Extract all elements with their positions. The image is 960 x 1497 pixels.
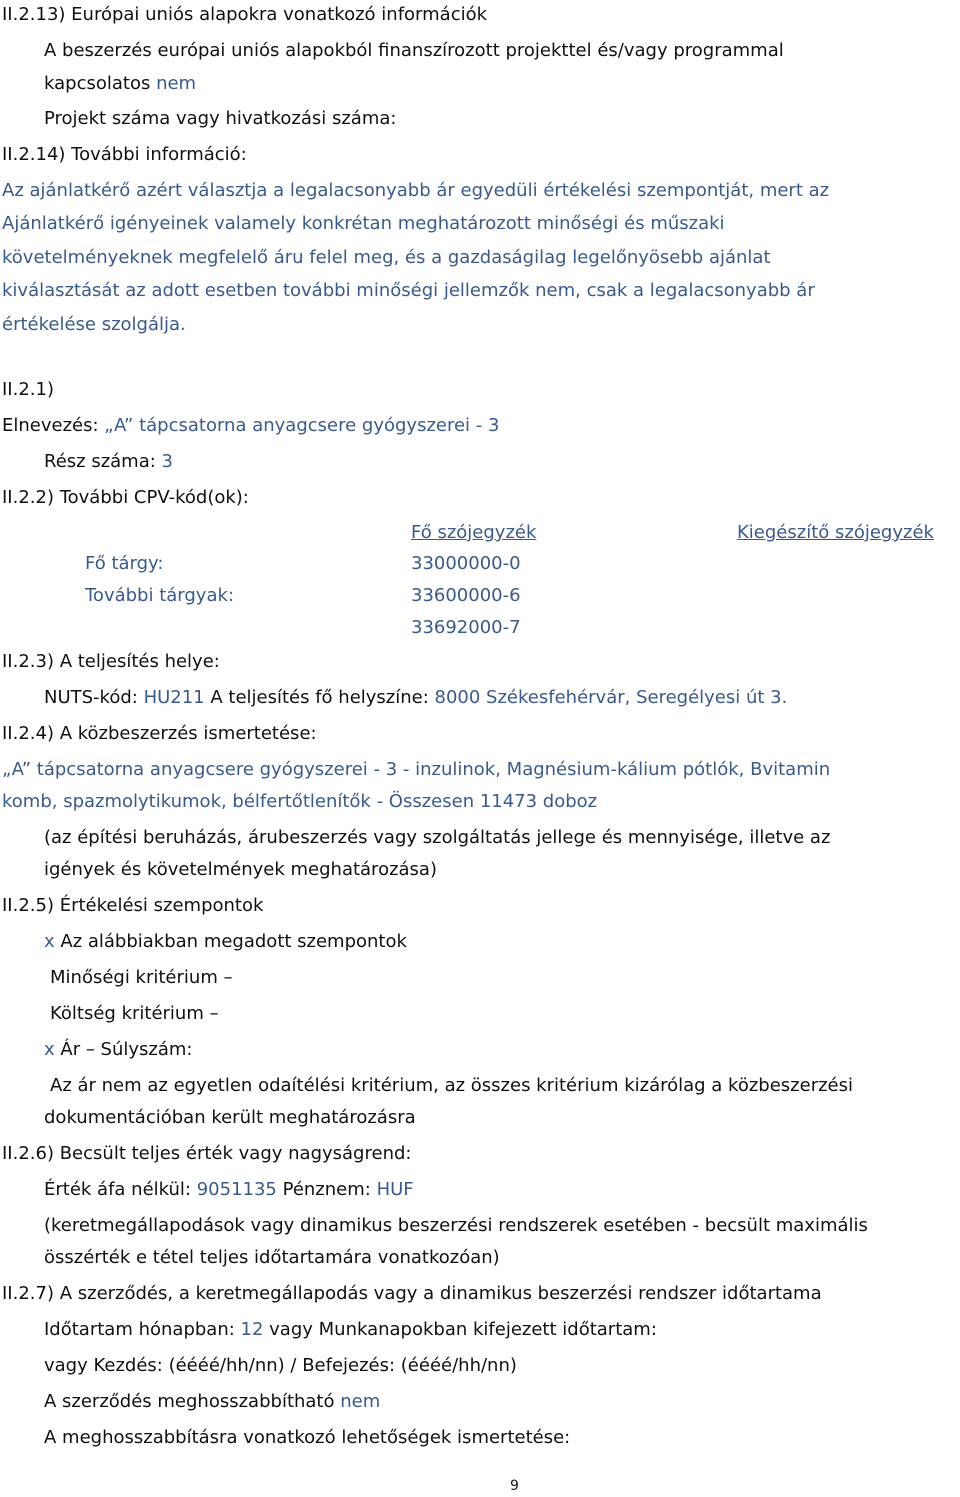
duration-months-label: Időtartam hónapban: (44, 1319, 241, 1340)
estimated-value-note-line-1: (keretmegállapodások vagy dinamikus beszerzési rendszerek esetében - becsült maximális (44, 1215, 868, 1236)
criteria-checkmark: x (44, 931, 55, 952)
section-heading-ii-2-2: II.2.2) További CPV-kód(ok): (2, 487, 249, 508)
cpv-other-objects-label: További tárgyak: (85, 585, 234, 606)
lot-name-label: Elnevezés: (2, 415, 105, 436)
project-number-label: Projekt száma vagy hivatkozási száma: (44, 108, 397, 129)
eu-funds-value: nem (156, 73, 197, 94)
duration-workdays-label: vagy Munkanapokban kifejezett időtartam: (263, 1319, 657, 1340)
lot-name-value: „A” tápcsatorna anyagcsere gyógyszerei - 3 (104, 415, 500, 436)
additional-info-line: követelményeknek megfelelő áru felel meg, és a gazdaságilag legelőnyösebb ajánlat (2, 246, 771, 268)
cpv-main-object-label: Fő tárgy: (85, 553, 164, 574)
cpv-other-object-code: 33600000-6 (411, 585, 521, 606)
description-note-line-2: igények és követelmények meghatározása) (44, 859, 437, 880)
description-note-line-1: (az építési beruházás, árubeszerzés vagy szolgáltatás jellege és mennyisége, illetve az (44, 827, 831, 848)
price-criterion-label: Ár – Súlyszám: (54, 1039, 193, 1060)
additional-info-line: Az ajánlatkérő azért választja a legalacsonyabb ár egyedüli értékelési szempontját, mert az (2, 180, 830, 201)
procurement-description-line-2: komb, spazmolytikumok, bélfertőtlenítők - Összesen 11473 doboz (2, 791, 598, 812)
lot-number-value: 3 (161, 451, 173, 472)
extension-value: nem (340, 1391, 381, 1412)
currency-label: Pénznem: (276, 1179, 377, 1200)
section-heading-ii-2-1: II.2.1) (2, 379, 54, 400)
main-site-value: 8000 Székesfehérvár, Seregélyesi út 3. (434, 687, 788, 708)
estimated-value: 9051135 (196, 1179, 277, 1200)
nuts-label: NUTS-kód: (44, 687, 144, 708)
additional-info-line: kiválasztását az adott esetben további minőségi jellemzők nem, csak a legalacsonyabb ár (2, 280, 815, 302)
cost-criterion: Költség kritérium – (50, 1003, 219, 1024)
main-site-label: A teljesítés fő helyszíne: (204, 687, 435, 708)
price-note-line-1: Az ár nem az egyetlen odaítélési kritérium, az összes kritérium kizárólag a közbeszerzési (50, 1075, 853, 1096)
additional-info-line: Ajánlatkérő igényeinek valamely konkrétan meghatározott minőségi és műszaki (2, 213, 725, 235)
eu-funds-line-2 (44, 72, 196, 96)
duration-row (44, 1318, 657, 1342)
section-heading-ii-2-6: II.2.6) Becsült teljes érték vagy nagyságrend: (2, 1143, 412, 1164)
section-heading-ii-2-4: II.2.4) A közbeszerzés ismertetése: (2, 723, 317, 744)
eu-funds-label: kapcsolatos (44, 73, 157, 94)
quality-criterion: Minőségi kritérium – (50, 967, 233, 988)
price-criterion-row (44, 1038, 192, 1062)
lot-name-row (2, 414, 499, 438)
currency-value: HUF (376, 1179, 414, 1200)
section-heading-ii-2-7: II.2.7) A szerződés, a keretmegállapodás vagy a dinamikus beszerzési rendszer időtartama (2, 1283, 822, 1304)
cpv-supplementary-vocabulary-header: Kiegészítő szójegyzék (737, 522, 934, 543)
extension-description-label: A meghosszabbításra vonatkozó lehetőségek ismertetése: (44, 1427, 571, 1448)
cpv-main-vocabulary-header: Fő szójegyzék (411, 522, 537, 543)
start-end-dates-row: vagy Kezdés: (éééé/hh/nn) / Befejezés: (éééé/hh/nn) (44, 1355, 517, 1376)
price-checkmark: x (44, 1039, 55, 1060)
estimated-value-note-line-2: összérték e tétel teljes időtartamára vonatkozóan) (44, 1247, 500, 1268)
price-note-line-2: dokumentációban került meghatározásra (44, 1107, 416, 1128)
lot-number-label: Rész száma: (44, 451, 162, 472)
extension-row (44, 1390, 380, 1414)
nuts-value: HU211 (143, 687, 205, 708)
section-heading-ii-2-14: II.2.14) További információ: (2, 144, 247, 165)
page-number: 9 (510, 1478, 519, 1494)
criteria-label: Az alábbiakban megadott szempontok (54, 931, 407, 952)
additional-info-line: értékelése szolgálja. (2, 313, 186, 335)
eu-funds-line-1: A beszerzés európai uniós alapokból finanszírozott projekttel és/vagy programmal (44, 40, 784, 61)
criteria-row (44, 930, 407, 954)
section-heading-ii-2-3: II.2.3) A teljesítés helye: (2, 651, 220, 672)
estimated-value-row (44, 1178, 414, 1202)
extension-label: A szerződés meghosszabbítható (44, 1391, 341, 1412)
section-heading-ii-2-5: II.2.5) Értékelési szempontok (2, 895, 264, 916)
place-of-performance-row (44, 686, 787, 710)
cpv-other-object-code: 33692000-7 (411, 617, 521, 638)
additional-info-paragraph (2, 174, 960, 341)
duration-months-value: 12 (240, 1319, 264, 1340)
section-heading-ii-2-13: II.2.13) Európai uniós alapokra vonatkozó információk (2, 4, 488, 25)
procurement-description-line-1: „A” tápcsatorna anyagcsere gyógyszerei - 3 - inzulinok, Magnésium-kálium pótlók, Bvitamin (2, 759, 831, 780)
cpv-main-object-code: 33000000-0 (411, 553, 521, 574)
lot-number-row (44, 450, 173, 474)
estimated-value-label: Érték áfa nélkül: (44, 1179, 197, 1200)
